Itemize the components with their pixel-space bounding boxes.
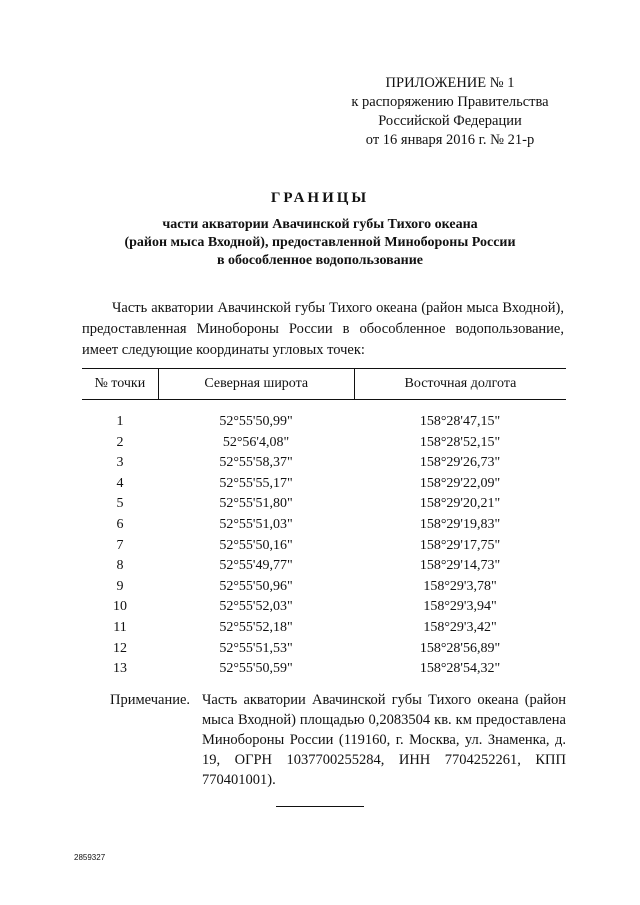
appendix-date-line: от 16 января 2016 г. № 21-р bbox=[365, 132, 535, 148]
subtitle-line-2: (район мыса Входной), предоставленной Минобороны России bbox=[124, 235, 516, 250]
table-row bbox=[82, 433, 566, 454]
point-number: 3 bbox=[116, 455, 124, 471]
table-row bbox=[82, 474, 566, 495]
latitude: 52°55'50,96" bbox=[219, 578, 293, 594]
table-row bbox=[82, 618, 566, 639]
point-number: 6 bbox=[116, 516, 124, 532]
longitude: 158°29'14,73" bbox=[419, 558, 501, 574]
point-number: 5 bbox=[116, 496, 124, 512]
latitude: 52°55'49,77" bbox=[219, 558, 293, 574]
table-row bbox=[82, 494, 566, 515]
document-subtitle bbox=[70, 216, 570, 270]
point-number: 4 bbox=[116, 475, 124, 491]
header-longitude: Восточная долгота bbox=[404, 376, 517, 391]
point-number: 10 bbox=[113, 599, 127, 615]
point-number: 1 bbox=[116, 414, 124, 429]
table-row bbox=[82, 639, 566, 660]
latitude: 52°55'52,03" bbox=[219, 599, 293, 615]
longitude: 158°29'20,21" bbox=[419, 496, 501, 512]
document-number: 2859327 bbox=[74, 853, 106, 862]
point-number: 8 bbox=[116, 558, 124, 574]
table-body bbox=[82, 412, 566, 680]
table-row bbox=[82, 556, 566, 577]
table-row bbox=[82, 577, 566, 598]
point-number: 2 bbox=[116, 434, 124, 450]
note-label: Примечание. bbox=[110, 692, 191, 708]
table-header bbox=[82, 368, 566, 400]
longitude: 158°29'3,78" bbox=[423, 578, 497, 594]
document-title: ГРАНИЦЫ bbox=[270, 190, 370, 206]
latitude: 52°55'52,18" bbox=[219, 619, 293, 635]
longitude: 158°28'47,15" bbox=[419, 414, 501, 429]
coordinates-table bbox=[82, 368, 566, 680]
latitude: 52°55'51,53" bbox=[219, 640, 293, 656]
intro-paragraph: Часть акватории Авачинской губы Тихого океана (район мыса Входной), предоставленная Минобороны России в обособленное водопользование, имеет следующие координаты угловых точек: bbox=[82, 300, 564, 358]
table-row bbox=[82, 412, 566, 433]
latitude: 52°55'50,99" bbox=[219, 414, 293, 429]
latitude: 52°55'50,59" bbox=[219, 661, 293, 677]
appendix-government-line: Российской Федерации bbox=[378, 113, 522, 129]
point-number: 7 bbox=[116, 537, 124, 553]
latitude: 52°56'4,08" bbox=[222, 434, 290, 450]
point-number: 11 bbox=[113, 619, 127, 635]
subtitle-line-3: в обособленное водопользование bbox=[216, 253, 424, 268]
point-number: 9 bbox=[116, 578, 124, 594]
header-latitude: Северная широта bbox=[158, 369, 355, 399]
latitude: 52°55'51,80" bbox=[219, 496, 293, 512]
appendix-title: ПРИЛОЖЕНИЕ № 1 bbox=[385, 75, 515, 91]
latitude: 52°55'51,03" bbox=[219, 516, 293, 532]
longitude: 158°29'3,94" bbox=[423, 599, 497, 615]
note-paragraph bbox=[110, 690, 566, 790]
latitude: 52°55'58,37" bbox=[219, 455, 293, 471]
appendix-order-line: к распоряжению Правительства bbox=[351, 94, 549, 110]
table-row bbox=[82, 453, 566, 474]
longitude: 158°29'19,83" bbox=[419, 516, 501, 532]
header-point-number: № точки bbox=[94, 376, 146, 391]
longitude: 158°29'26,73" bbox=[419, 455, 501, 471]
longitude: 158°29'17,75" bbox=[419, 537, 501, 553]
latitude: 52°55'50,16" bbox=[219, 537, 293, 553]
table-row bbox=[82, 536, 566, 557]
closing-divider bbox=[276, 806, 364, 807]
table-row bbox=[82, 597, 566, 618]
appendix-header bbox=[330, 74, 570, 150]
table-row bbox=[82, 515, 566, 536]
longitude: 158°29'22,09" bbox=[419, 475, 501, 491]
longitude: 158°28'56,89" bbox=[419, 640, 501, 656]
table-row bbox=[82, 659, 566, 680]
longitude: 158°29'3,42" bbox=[423, 619, 497, 635]
latitude: 52°55'55,17" bbox=[219, 475, 293, 491]
point-number: 13 bbox=[113, 661, 127, 677]
longitude: 158°28'54,32" bbox=[419, 661, 501, 677]
note-text: Часть акватории Авачинской губы Тихого океана (район мыса Входной) площадью 0,2083504 кв. км предоставлена Минобороны России (119160, г. Москва, ул. Знаменка, д. 19, ОГРН 1037700255284, ИНН 7704252261, КПП 770401001). bbox=[202, 692, 566, 788]
subtitle-line-1: части акватории Авачинской губы Тихого океана bbox=[162, 217, 478, 232]
longitude: 158°28'52,15" bbox=[419, 434, 501, 450]
point-number: 12 bbox=[113, 640, 127, 656]
